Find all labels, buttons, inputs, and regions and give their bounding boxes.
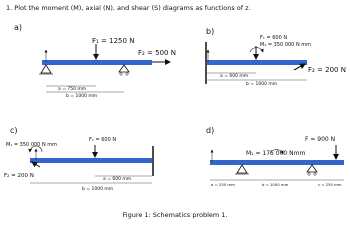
- panel-d-dim-c: c = 250 mm: [318, 182, 342, 187]
- panel-d-dim-b: b = 1000 mm: [262, 182, 289, 187]
- panel-d-roller-support: [307, 165, 317, 172]
- panel-b-force-f1-label: F₁ = 600 N: [260, 35, 288, 41]
- panel-d-pin-support: [237, 165, 247, 173]
- panel-b-dim-a: a = 600 mm: [220, 74, 249, 79]
- panel-c-force-f2-label: F₂ = 200 N: [4, 173, 34, 179]
- panel-d-beam: [210, 160, 344, 165]
- panel-a: [14, 23, 176, 99]
- panel-d-dim-a: a = 250 mm: [211, 182, 235, 187]
- panel-b-letter: b): [206, 27, 215, 36]
- panel-b-force-f2-label: F₂ = 200 N: [308, 66, 346, 74]
- panel-c-moment-m1-label: M₁ = 350 000 N mm: [6, 142, 58, 148]
- panel-a-roller-support: [119, 65, 129, 72]
- panel-a-dim-b: b = 1000 mm: [66, 94, 98, 99]
- panel-a-pin-support: [41, 65, 51, 73]
- panel-a-letter: a): [14, 23, 23, 32]
- panel-d-force-f-label: F = 900 N: [305, 136, 336, 143]
- panel-a-force-f2-label: F₂ = 500 N: [138, 49, 176, 57]
- panel-d-moment-m1-label: M₁ = 175 000 Nmm: [246, 150, 306, 157]
- panel-c: [4, 126, 153, 192]
- problem-title: 1. Plot the moment (M), axial (N), and shear (S) diagrams as functions of z.: [6, 4, 251, 12]
- panel-c-dim-a: a = 600 mm: [103, 177, 132, 182]
- panel-a-force-f1-label: F₁ = 1250 N: [92, 37, 135, 45]
- figure-caption: Figure 1: Schematics problem 1.: [122, 211, 228, 219]
- panel-d: [206, 126, 344, 187]
- panel-a-dim-a: a = 750 mm: [58, 87, 87, 92]
- panel-b: [206, 27, 346, 87]
- panel-c-letter: c): [10, 126, 18, 135]
- panel-d-letter: d): [206, 126, 215, 135]
- panel-c-force-f1-label: F₁ = 600 N: [89, 137, 117, 143]
- panel-b-beam: [207, 60, 307, 65]
- panel-b-dim-b: b = 1000 mm: [246, 82, 278, 87]
- panel-c-dim-b: b = 1000 mm: [82, 187, 114, 192]
- panel-a-beam: [42, 60, 152, 65]
- panel-c-beam: [30, 158, 152, 163]
- panel-b-moment-m1-label: M₁ = 350 000 N mm: [260, 42, 312, 48]
